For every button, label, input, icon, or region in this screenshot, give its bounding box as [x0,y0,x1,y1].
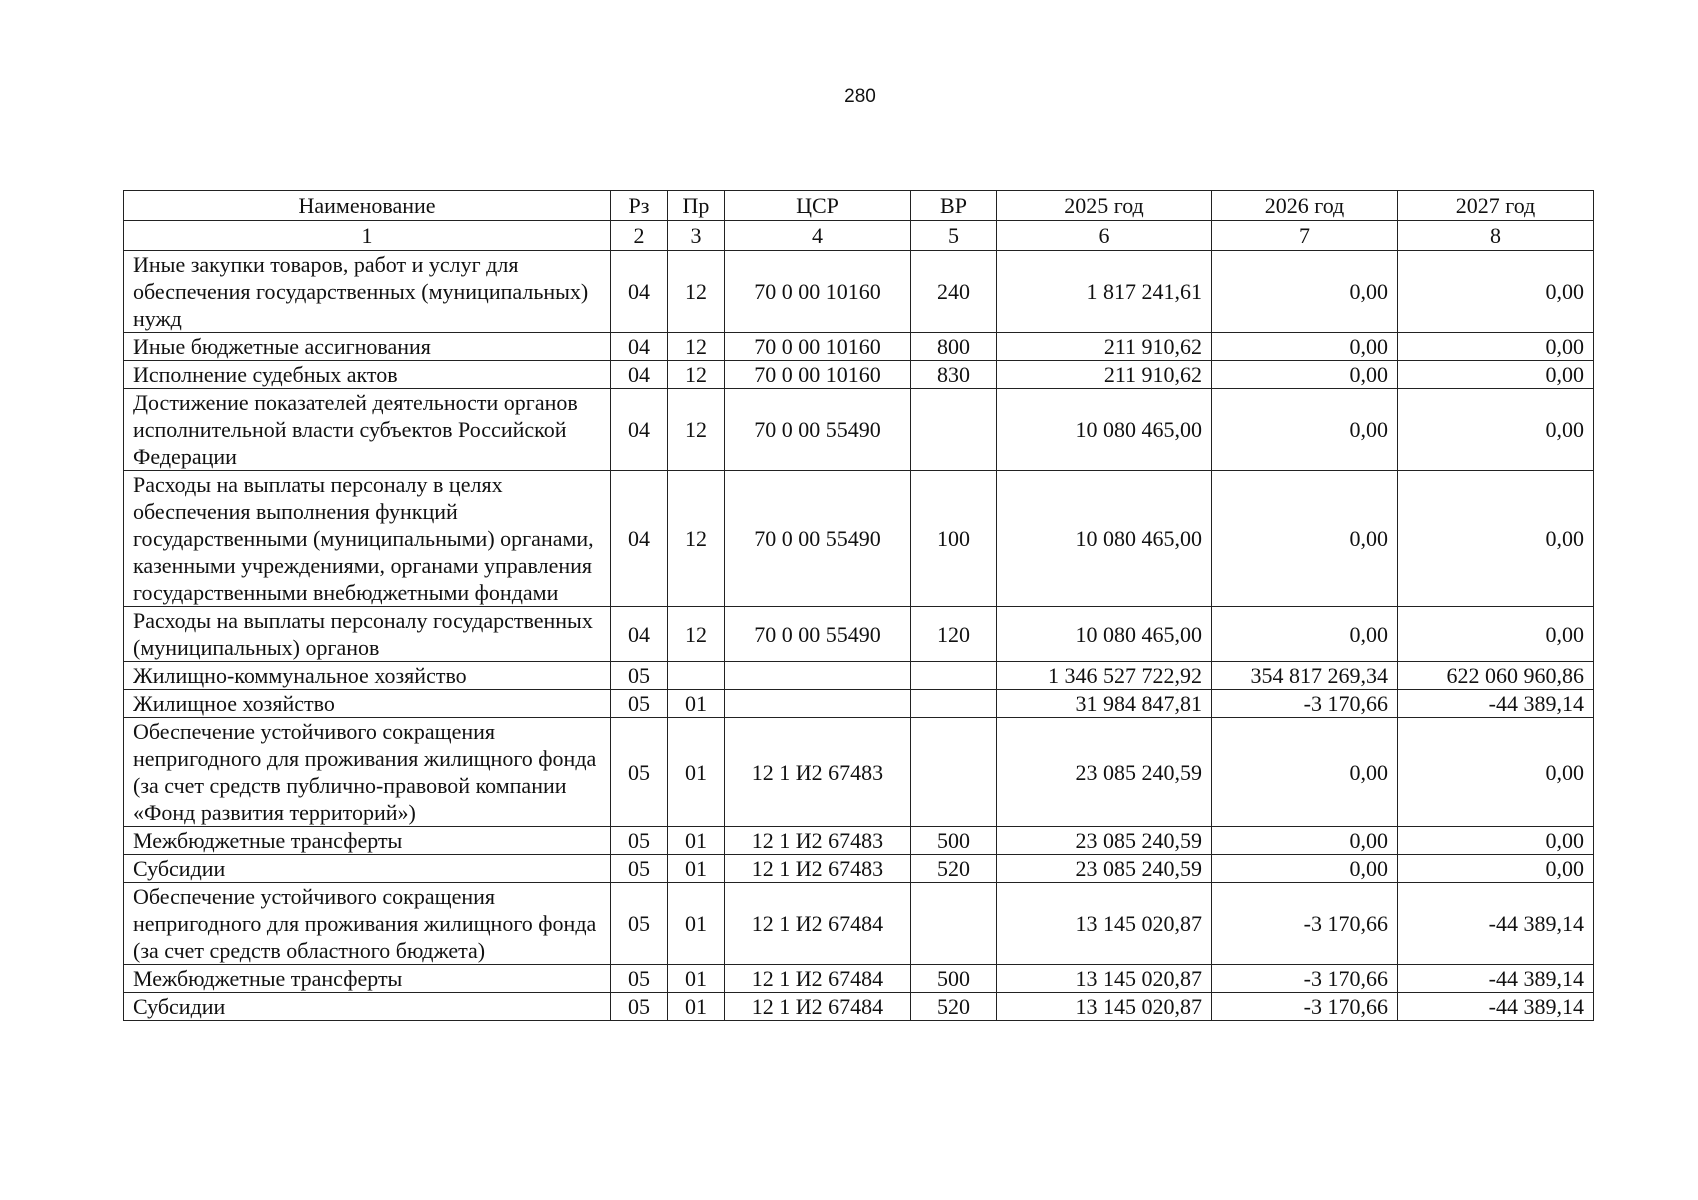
row-vr [911,718,997,827]
row-pr: 12 [668,607,725,662]
row-vr: 100 [911,471,997,607]
table-row [124,690,1594,718]
row-csr [725,690,911,718]
row-amount-2026: 0,00 [1212,333,1398,361]
row-vr [911,662,997,690]
row-amount-2027: -44 389,14 [1398,883,1594,965]
row-amount-2027: 0,00 [1398,827,1594,855]
table-row [124,827,1594,855]
row-amount-2025: 31 984 847,81 [997,690,1212,718]
header-2025: 2025 год [997,191,1212,221]
row-csr: 70 0 00 55490 [725,471,911,607]
row-name: Расходы на выплаты персоналу в целях обеспечения выполнения функций государственными (муниципальными) органами, казенными учреждениями, органами управления государственными внебюджетными фондами [124,471,611,607]
row-amount-2027: -44 389,14 [1398,965,1594,993]
row-amount-2025: 1 817 241,61 [997,251,1212,333]
table-row [124,993,1594,1021]
row-amount-2027: 0,00 [1398,471,1594,607]
row-amount-2026: 0,00 [1212,471,1398,607]
row-amount-2025: 10 080 465,00 [997,471,1212,607]
budget-table [123,190,1594,1021]
column-number: 1 [124,221,611,251]
row-rz: 05 [611,993,668,1021]
row-amount-2027: 622 060 960,86 [1398,662,1594,690]
row-vr: 500 [911,965,997,993]
row-amount-2027: 0,00 [1398,389,1594,471]
table-row [124,389,1594,471]
row-amount-2026: -3 170,66 [1212,993,1398,1021]
column-number: 3 [668,221,725,251]
row-pr: 01 [668,883,725,965]
row-name: Жилищное хозяйство [124,690,611,718]
row-csr: 70 0 00 10160 [725,251,911,333]
row-vr: 500 [911,827,997,855]
row-rz: 05 [611,855,668,883]
row-amount-2027: 0,00 [1398,855,1594,883]
row-amount-2026: 0,00 [1212,251,1398,333]
row-name: Межбюджетные трансферты [124,827,611,855]
row-rz: 04 [611,251,668,333]
row-rz: 05 [611,883,668,965]
row-name: Межбюджетные трансферты [124,965,611,993]
row-amount-2027: 0,00 [1398,251,1594,333]
row-csr: 70 0 00 10160 [725,333,911,361]
row-name: Жилищно-коммунальное хозяйство [124,662,611,690]
row-rz: 05 [611,662,668,690]
table-row [124,471,1594,607]
row-vr: 800 [911,333,997,361]
column-number: 6 [997,221,1212,251]
row-name: Обеспечение устойчивого сокращения непригодного для проживания жилищного фонда (за счет средств публично-правовой компании «Фонд развития территорий») [124,718,611,827]
column-number: 8 [1398,221,1594,251]
row-amount-2025: 1 346 527 722,92 [997,662,1212,690]
table-row [124,662,1594,690]
row-amount-2025: 10 080 465,00 [997,607,1212,662]
table-body [124,251,1594,1021]
row-vr [911,690,997,718]
row-amount-2026: -3 170,66 [1212,883,1398,965]
row-csr: 70 0 00 55490 [725,389,911,471]
row-pr [668,662,725,690]
header-2027: 2027 год [1398,191,1594,221]
row-pr: 01 [668,827,725,855]
row-vr: 120 [911,607,997,662]
header-pr: Пр [668,191,725,221]
row-amount-2027: -44 389,14 [1398,690,1594,718]
row-amount-2025: 13 145 020,87 [997,883,1212,965]
row-csr: 12 1 И2 67484 [725,993,911,1021]
row-pr: 01 [668,855,725,883]
table-row [124,965,1594,993]
row-amount-2026: -3 170,66 [1212,965,1398,993]
row-vr: 830 [911,361,997,389]
row-amount-2026: 0,00 [1212,361,1398,389]
row-pr: 12 [668,471,725,607]
row-rz: 05 [611,690,668,718]
column-number: 2 [611,221,668,251]
row-amount-2027: -44 389,14 [1398,993,1594,1021]
row-csr: 70 0 00 10160 [725,361,911,389]
row-amount-2025: 10 080 465,00 [997,389,1212,471]
row-amount-2025: 23 085 240,59 [997,827,1212,855]
row-rz: 05 [611,827,668,855]
row-pr: 01 [668,965,725,993]
row-name: Иные бюджетные ассигнования [124,333,611,361]
header-rz: Рз [611,191,668,221]
row-name: Исполнение судебных актов [124,361,611,389]
row-pr: 01 [668,690,725,718]
table-row [124,607,1594,662]
row-amount-2025: 13 145 020,87 [997,965,1212,993]
row-amount-2026: 0,00 [1212,607,1398,662]
row-csr: 12 1 И2 67483 [725,827,911,855]
table-row [124,855,1594,883]
row-name: Расходы на выплаты персоналу государственных (муниципальных) органов [124,607,611,662]
row-csr: 12 1 И2 67483 [725,855,911,883]
row-amount-2026: 354 817 269,34 [1212,662,1398,690]
column-number: 7 [1212,221,1398,251]
row-vr [911,389,997,471]
row-name: Субсидии [124,993,611,1021]
column-number: 4 [725,221,911,251]
row-pr: 01 [668,993,725,1021]
page-number: 280 [844,86,876,107]
row-csr: 12 1 И2 67484 [725,965,911,993]
row-rz: 04 [611,471,668,607]
row-amount-2026: -3 170,66 [1212,690,1398,718]
row-pr: 12 [668,361,725,389]
row-amount-2025: 211 910,62 [997,333,1212,361]
column-number-row [124,221,1594,251]
row-vr [911,883,997,965]
row-vr: 520 [911,855,997,883]
table-row [124,361,1594,389]
row-amount-2025: 23 085 240,59 [997,718,1212,827]
row-csr: 70 0 00 55490 [725,607,911,662]
table-row [124,333,1594,361]
row-amount-2027: 0,00 [1398,361,1594,389]
table-row [124,251,1594,333]
row-name: Субсидии [124,855,611,883]
row-rz: 04 [611,389,668,471]
row-vr: 240 [911,251,997,333]
row-name: Обеспечение устойчивого сокращения непригодного для проживания жилищного фонда (за счет средств областного бюджета) [124,883,611,965]
row-rz: 04 [611,607,668,662]
row-pr: 01 [668,718,725,827]
row-vr: 520 [911,993,997,1021]
row-amount-2026: 0,00 [1212,389,1398,471]
row-pr: 12 [668,251,725,333]
row-csr [725,662,911,690]
table-row [124,718,1594,827]
row-rz: 04 [611,333,668,361]
row-amount-2025: 211 910,62 [997,361,1212,389]
header-vr: ВР [911,191,997,221]
row-pr: 12 [668,389,725,471]
header-2026: 2026 год [1212,191,1398,221]
row-pr: 12 [668,333,725,361]
header-name: Наименование [124,191,611,221]
row-amount-2027: 0,00 [1398,718,1594,827]
row-amount-2026: 0,00 [1212,855,1398,883]
row-csr: 12 1 И2 67484 [725,883,911,965]
row-name: Иные закупки товаров, работ и услуг для обеспечения государственных (муниципальных) нужд [124,251,611,333]
row-amount-2026: 0,00 [1212,718,1398,827]
row-csr: 12 1 И2 67483 [725,718,911,827]
row-rz: 05 [611,965,668,993]
row-amount-2027: 0,00 [1398,607,1594,662]
row-amount-2025: 13 145 020,87 [997,993,1212,1021]
header-csr: ЦСР [725,191,911,221]
header-row [124,191,1594,221]
row-name: Достижение показателей деятельности органов исполнительной власти субъектов Российской Федерации [124,389,611,471]
row-rz: 04 [611,361,668,389]
column-number: 5 [911,221,997,251]
table-row [124,883,1594,965]
row-amount-2027: 0,00 [1398,333,1594,361]
row-amount-2026: 0,00 [1212,827,1398,855]
row-rz: 05 [611,718,668,827]
row-amount-2025: 23 085 240,59 [997,855,1212,883]
